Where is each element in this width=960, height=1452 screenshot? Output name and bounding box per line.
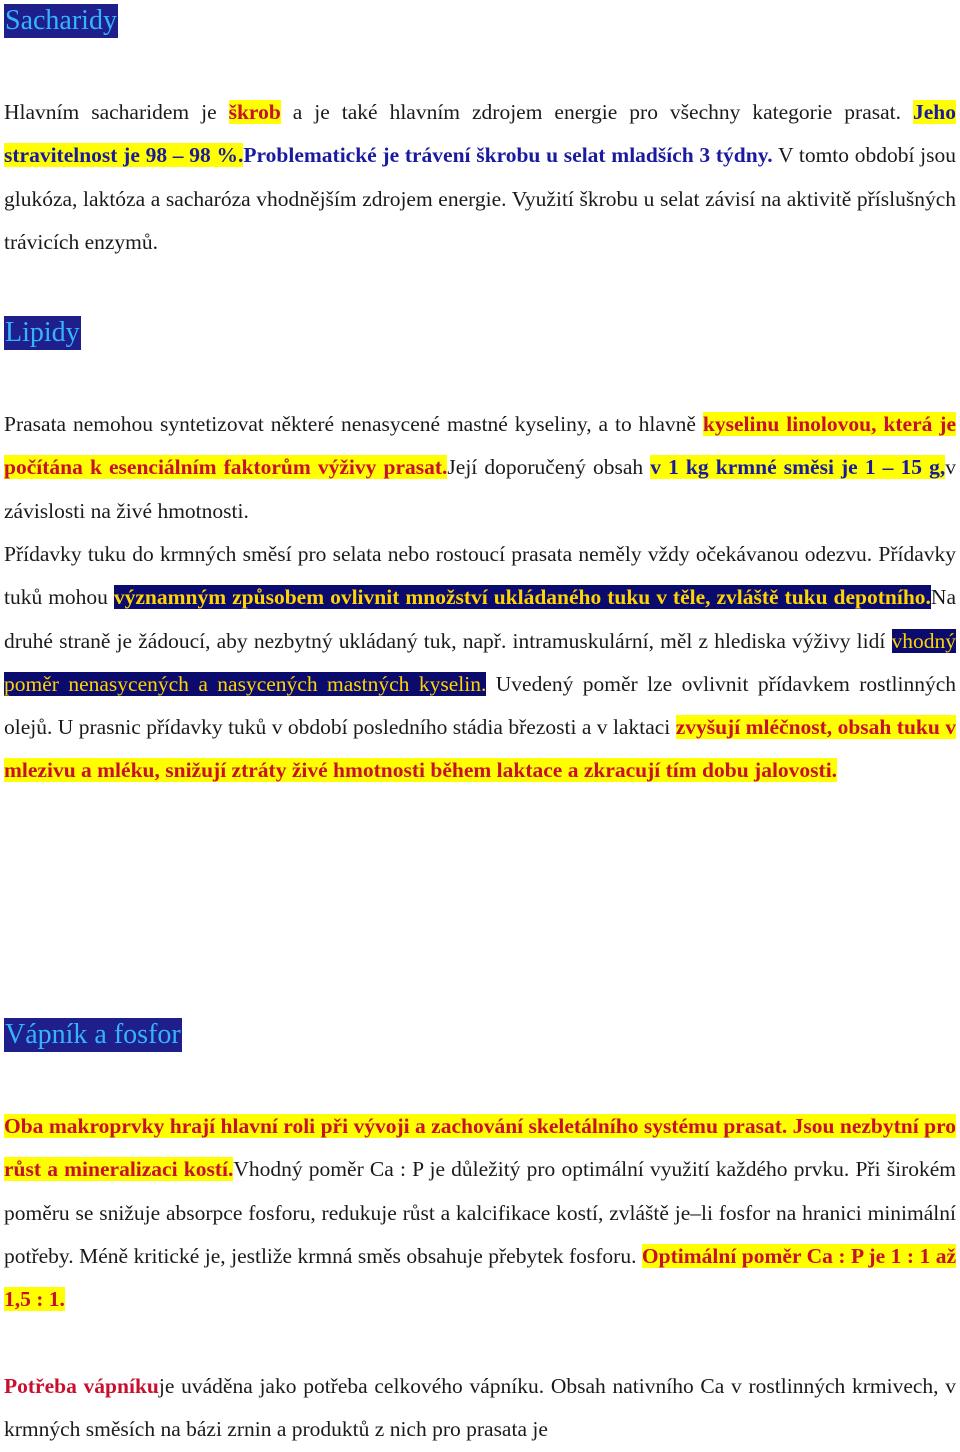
highlight-mlecnost: zvyšují mléčnost, obsah tuku v mlezivu a mléku, snižují ztráty živé hmotnosti během laktace a zkracují tím dobu jalovosti. [4,715,956,783]
highlight-ukladany-tuk: významným způsobem ovlivnit množství ukládaného tuku v těle, zvláště tuku depotního. [113,585,931,610]
paragraph-vapnik-2 [4,1365,956,1452]
highlight-kyselina-linolova: kyselinu linolovou, která je počítána k esenciálním faktorům výživy prasat. [4,412,956,480]
text-run: Hlavním sacharidem je [4,100,229,124]
text-run: a je také hlavním zdrojem energie pro všechny kategorie prasat. [280,100,914,124]
paragraph-vapnik-1 [4,1105,956,1321]
text-run: Její doporučený obsah [447,455,651,480]
paragraph-lipidy-2 [4,533,956,793]
text-run: je uváděna jako potřeba celkového vápníku. Obsah nativního Ca v rostlinných krmivech, v krmných směsích na bázi zrnin a produktů z nich pro prasata je [4,1374,957,1442]
text-run: Vhodný poměr Ca : P je důležitý pro optimální využití každého prvku. Při širokém poměru se snižuje absorpce fosforu, redukuje růst a kalcifikace kostí, zvláště je–li fosfor na hranici minimální potřeby. Méně kritické je, jestliže krmná směs obsahuje přebytek fosforu. [4,1157,956,1268]
text-run: Prasata nemohou syntetizovat některé nenasycené mastné kyseliny, a to hlavně [4,412,703,436]
text-run: Přídavky tuku do krmných směsí pro selata nebo rostoucí prasata neměly vždy očekávanou odezvu. Přídavky tuků mohou [4,542,956,610]
text-run: Uvedený poměr lze ovlivnit přídavkem rostlinných olejů. U prasnic přídavky tuků v období posledního stádia březosti a v laktaci [4,671,957,740]
text-run: Na druhé straně je žádoucí, aby nezbytný ukládaný tuk, např. intramuskulární, měl z hlediska výživy lidí [4,585,956,653]
highlight-stravitelnost: Jeho stravitelnost je 98 – 98 %. [4,100,957,168]
highlight-doporuceny-obsah: v 1 kg krmné směsi je 1 – 15 g, [650,455,946,480]
heading-sacharidy: Sacharidy [5,5,117,36]
heading-vapnik-fosfor: Vápník a fosfor [5,1019,181,1050]
highlight-optimalni-pomer: Optimální poměr Ca : P je 1 : 1 až 1,5 : 1. [4,1243,956,1312]
paragraph-lipidy-1 [4,403,956,533]
text-run: V tomto období jsou glukóza, laktóza a sacharóza vhodnějším zdrojem energie. Využití škrobu u selat závisí na aktivitě příslušných trávicích enzymů. [4,143,957,254]
text-run: v závislosti na živé hmotnosti. [4,455,956,523]
highlight-skrob: škrob [228,100,281,124]
highlight-makroprvky: Oba makroprvky hrají hlavní roli při vývoji a zachování skeletálního systému prasat. Jsou nezbytní pro růst a mineralizaci kostí. [4,1114,956,1182]
heading-lipidy: Lipidy [5,317,80,348]
paragraph-sacharidy [4,91,956,264]
emphasis-potreba-vapniku: Potřeba vápníku [4,1374,159,1398]
highlight-pomer-kyselin: vhodný poměr nenasycených a nasycených mastných kyselin. [4,628,956,696]
emphasis-traveni-skrobu: Problematické je trávení škrobu u selat mladších 3 týdny. [243,143,773,168]
